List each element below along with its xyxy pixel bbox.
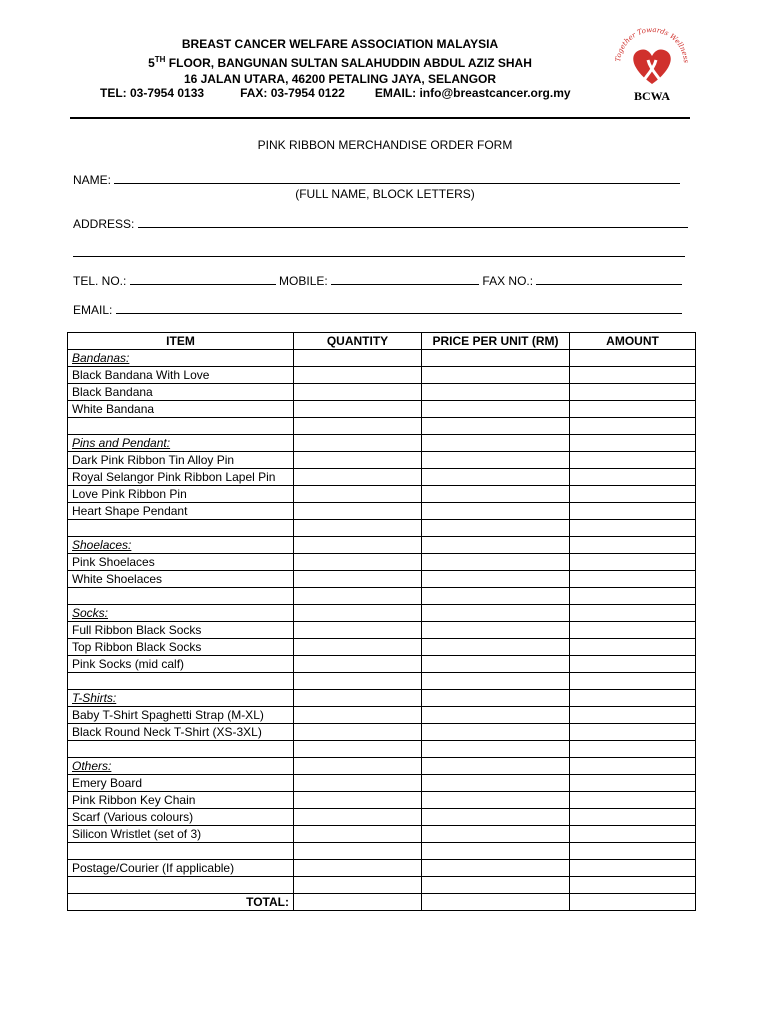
category-label: Shoelaces: — [68, 537, 294, 554]
price-cell[interactable] — [422, 469, 570, 486]
table-row — [68, 690, 696, 707]
name-label: NAME: — [73, 173, 112, 187]
price-cell[interactable] — [422, 503, 570, 520]
table-row — [68, 435, 696, 452]
email-field[interactable] — [73, 301, 682, 317]
amount-cell[interactable] — [570, 809, 696, 826]
table-row — [68, 401, 696, 418]
price-cell[interactable] — [422, 571, 570, 588]
address-field-line2[interactable] — [73, 244, 685, 260]
amount-cell[interactable] — [570, 435, 696, 452]
item-cell: Black Bandana — [68, 384, 294, 401]
table-row — [68, 486, 696, 503]
amount-cell[interactable] — [570, 554, 696, 571]
item-cell — [68, 843, 294, 860]
category-label: T-Shirts: — [68, 690, 294, 707]
item-cell: Postage/Courier (If applicable) — [68, 860, 294, 877]
amount-cell[interactable] — [570, 401, 696, 418]
bcwa-logo — [612, 24, 692, 104]
org-contact-line — [100, 86, 571, 100]
price-cell[interactable] — [422, 656, 570, 673]
item-cell: Dark Pink Ribbon Tin Alloy Pin — [68, 452, 294, 469]
table-row — [68, 452, 696, 469]
table-row — [68, 520, 696, 537]
price-cell[interactable] — [422, 622, 570, 639]
tel-label: TEL. NO.: — [73, 274, 127, 288]
logo-arc-text: Together Towards Wellness — [614, 25, 691, 64]
item-cell: Heart Shape Pendant — [68, 503, 294, 520]
quantity-cell[interactable] — [294, 792, 422, 809]
price-cell[interactable] — [422, 605, 570, 622]
org-tel: TEL: 03-7954 0133 — [100, 86, 205, 100]
price-cell[interactable] — [422, 452, 570, 469]
tel-input-line[interactable] — [130, 272, 276, 285]
quantity-cell[interactable] — [294, 639, 422, 656]
mobile-input-line[interactable] — [331, 272, 479, 285]
mobile-label: MOBILE: — [279, 274, 328, 288]
table-row — [68, 707, 696, 724]
item-cell: Full Ribbon Black Socks — [68, 622, 294, 639]
amount-cell[interactable] — [570, 350, 696, 367]
amount-cell[interactable] — [570, 826, 696, 843]
price-cell[interactable] — [422, 809, 570, 826]
item-cell: Pink Ribbon Key Chain — [68, 792, 294, 809]
table-row — [68, 724, 696, 741]
item-cell: Pink Socks (mid calf) — [68, 656, 294, 673]
item-cell: Black Round Neck T-Shirt (XS-3XL) — [68, 724, 294, 741]
table-row — [68, 809, 696, 826]
fax-input-line[interactable] — [536, 272, 682, 285]
quantity-cell[interactable] — [294, 469, 422, 486]
amount-cell[interactable] — [570, 503, 696, 520]
amount-cell[interactable] — [570, 605, 696, 622]
table-row — [68, 826, 696, 843]
table-row — [68, 860, 696, 877]
item-cell: Pink Shoelaces — [68, 554, 294, 571]
table-row — [68, 894, 696, 911]
org-header — [60, 36, 620, 87]
category-label: Pins and Pendant: — [68, 435, 294, 452]
amount-cell[interactable] — [570, 520, 696, 537]
quantity-cell[interactable] — [294, 826, 422, 843]
item-cell — [68, 418, 294, 435]
table-row — [68, 758, 696, 775]
amount-cell[interactable] — [570, 537, 696, 554]
price-cell[interactable] — [422, 860, 570, 877]
price-cell[interactable] — [422, 673, 570, 690]
item-cell: Scarf (Various colours) — [68, 809, 294, 826]
quantity-cell[interactable] — [294, 588, 422, 605]
price-cell[interactable] — [422, 435, 570, 452]
amount-cell[interactable] — [570, 486, 696, 503]
table-row — [68, 418, 696, 435]
address-line1-rest: FLOOR, BANGUNAN SULTAN SALAHUDDIN ABDUL AZIZ SHAH — [165, 56, 532, 70]
quantity-cell[interactable] — [294, 809, 422, 826]
price-cell[interactable] — [422, 758, 570, 775]
header-divider — [70, 117, 690, 119]
amount-cell[interactable] — [570, 877, 696, 894]
name-field[interactable] — [73, 171, 680, 187]
quantity-cell[interactable] — [294, 367, 422, 384]
price-cell[interactable] — [422, 775, 570, 792]
quantity-cell[interactable] — [294, 418, 422, 435]
amount-cell[interactable] — [570, 622, 696, 639]
quantity-cell[interactable] — [294, 384, 422, 401]
quantity-cell[interactable] — [294, 775, 422, 792]
order-table — [67, 332, 696, 911]
amount-cell[interactable] — [570, 639, 696, 656]
org-email: EMAIL: info@breastcancer.org.my — [374, 86, 571, 100]
price-cell[interactable] — [422, 792, 570, 809]
table-row — [68, 877, 696, 894]
table-row — [68, 588, 696, 605]
org-fax: FAX: 03-7954 0122 — [240, 86, 345, 100]
item-cell: Black Bandana With Love — [68, 367, 294, 384]
category-label: Others: — [68, 758, 294, 775]
item-cell: Silicon Wristlet (set of 3) — [68, 826, 294, 843]
table-row — [68, 673, 696, 690]
quantity-cell[interactable] — [294, 894, 422, 911]
total-label: TOTAL: — [68, 894, 294, 911]
quantity-cell[interactable] — [294, 452, 422, 469]
floor-number: 5 — [148, 56, 155, 70]
amount-cell[interactable] — [570, 418, 696, 435]
amount-cell[interactable] — [570, 792, 696, 809]
address-input-line-1[interactable] — [138, 215, 688, 228]
table-row — [68, 843, 696, 860]
quantity-cell[interactable] — [294, 435, 422, 452]
item-cell: Baby T-Shirt Spaghetti Strap (M-XL) — [68, 707, 294, 724]
quantity-cell[interactable] — [294, 741, 422, 758]
price-cell[interactable] — [422, 639, 570, 656]
price-cell[interactable] — [422, 826, 570, 843]
amount-cell[interactable] — [570, 452, 696, 469]
table-row — [68, 384, 696, 401]
amount-cell[interactable] — [570, 384, 696, 401]
address-label: ADDRESS: — [73, 217, 135, 231]
table-row — [68, 639, 696, 656]
amount-cell[interactable] — [570, 758, 696, 775]
table-row — [68, 741, 696, 758]
floor-superscript: TH — [154, 55, 166, 64]
amount-cell[interactable] — [570, 775, 696, 792]
item-cell: Love Pink Ribbon Pin — [68, 486, 294, 503]
quantity-cell[interactable] — [294, 622, 422, 639]
price-cell[interactable] — [422, 877, 570, 894]
name-input-line[interactable] — [114, 171, 680, 184]
item-cell: Royal Selangor Pink Ribbon Lapel Pin — [68, 469, 294, 486]
quantity-cell[interactable] — [294, 520, 422, 537]
price-cell[interactable] — [422, 367, 570, 384]
quantity-cell[interactable] — [294, 877, 422, 894]
amount-cell[interactable] — [570, 741, 696, 758]
quantity-cell[interactable] — [294, 537, 422, 554]
item-cell: Top Ribbon Black Socks — [68, 639, 294, 656]
price-cell[interactable] — [422, 741, 570, 758]
quantity-cell[interactable] — [294, 656, 422, 673]
amount-cell[interactable] — [570, 707, 696, 724]
item-cell — [68, 877, 294, 894]
price-cell[interactable] — [422, 554, 570, 571]
table-row — [68, 792, 696, 809]
price-cell[interactable] — [422, 843, 570, 860]
table-row — [68, 605, 696, 622]
quantity-cell[interactable] — [294, 571, 422, 588]
item-cell: Emery Board — [68, 775, 294, 792]
price-cell[interactable] — [422, 520, 570, 537]
item-cell: White Shoelaces — [68, 571, 294, 588]
table-row — [68, 537, 696, 554]
quantity-cell[interactable] — [294, 758, 422, 775]
price-cell[interactable] — [422, 707, 570, 724]
table-row — [68, 622, 696, 639]
table-row — [68, 571, 696, 588]
email-input-line[interactable] — [116, 301, 682, 314]
amount-cell[interactable] — [570, 469, 696, 486]
amount-cell[interactable] — [570, 843, 696, 860]
quantity-cell[interactable] — [294, 554, 422, 571]
item-cell — [68, 520, 294, 537]
org-name: BREAST CANCER WELFARE ASSOCIATION MALAYSIA — [181, 37, 499, 51]
price-cell[interactable] — [422, 384, 570, 401]
name-hint: (FULL NAME, BLOCK LETTERS) — [295, 187, 475, 201]
amount-cell[interactable] — [570, 571, 696, 588]
phone-fields — [73, 272, 682, 288]
header-amount: AMOUNT — [570, 333, 696, 350]
price-cell[interactable] — [422, 537, 570, 554]
quantity-cell[interactable] — [294, 843, 422, 860]
quantity-cell[interactable] — [294, 503, 422, 520]
form-title: PINK RIBBON MERCHANDISE ORDER FORM — [257, 138, 513, 152]
item-cell — [68, 741, 294, 758]
amount-cell[interactable] — [570, 690, 696, 707]
quantity-cell[interactable] — [294, 690, 422, 707]
quantity-cell[interactable] — [294, 401, 422, 418]
price-cell[interactable] — [422, 690, 570, 707]
order-table-header — [68, 333, 696, 350]
org-address-line1 — [60, 52, 620, 71]
org-address-line2: 16 JALAN UTARA, 46200 PETALING JAYA, SELANGOR — [183, 72, 497, 86]
category-label: Bandanas: — [68, 350, 294, 367]
item-cell: White Bandana — [68, 401, 294, 418]
price-cell[interactable] — [422, 588, 570, 605]
table-row — [68, 656, 696, 673]
header-price: PRICE PER UNIT (RM) — [422, 333, 570, 350]
fax-label: FAX NO.: — [482, 274, 534, 288]
email-label: EMAIL: — [73, 303, 113, 317]
quantity-cell[interactable] — [294, 860, 422, 877]
quantity-cell[interactable] — [294, 724, 422, 741]
quantity-cell[interactable] — [294, 486, 422, 503]
quantity-cell[interactable] — [294, 673, 422, 690]
price-cell[interactable] — [422, 894, 570, 911]
address-input-line-2[interactable] — [73, 244, 685, 257]
address-field[interactable] — [73, 215, 688, 231]
item-cell — [68, 588, 294, 605]
quantity-cell[interactable] — [294, 605, 422, 622]
price-cell[interactable] — [422, 418, 570, 435]
table-row — [68, 367, 696, 384]
amount-cell[interactable] — [570, 656, 696, 673]
table-row — [68, 469, 696, 486]
table-row — [68, 775, 696, 792]
quantity-cell[interactable] — [294, 350, 422, 367]
table-row — [68, 350, 696, 367]
item-cell — [68, 673, 294, 690]
price-cell[interactable] — [422, 350, 570, 367]
price-cell[interactable] — [422, 401, 570, 418]
price-cell[interactable] — [422, 724, 570, 741]
quantity-cell[interactable] — [294, 707, 422, 724]
price-cell[interactable] — [422, 486, 570, 503]
logo-text: BCWA — [633, 89, 671, 103]
amount-cell[interactable] — [570, 673, 696, 690]
amount-cell[interactable] — [570, 724, 696, 741]
amount-cell[interactable] — [570, 367, 696, 384]
category-label: Socks: — [68, 605, 294, 622]
amount-cell[interactable] — [570, 588, 696, 605]
table-row — [68, 503, 696, 520]
table-row — [68, 554, 696, 571]
header-quantity: QUANTITY — [294, 333, 422, 350]
header-item: ITEM — [68, 333, 294, 350]
amount-cell[interactable] — [570, 860, 696, 877]
amount-cell[interactable] — [570, 894, 696, 911]
